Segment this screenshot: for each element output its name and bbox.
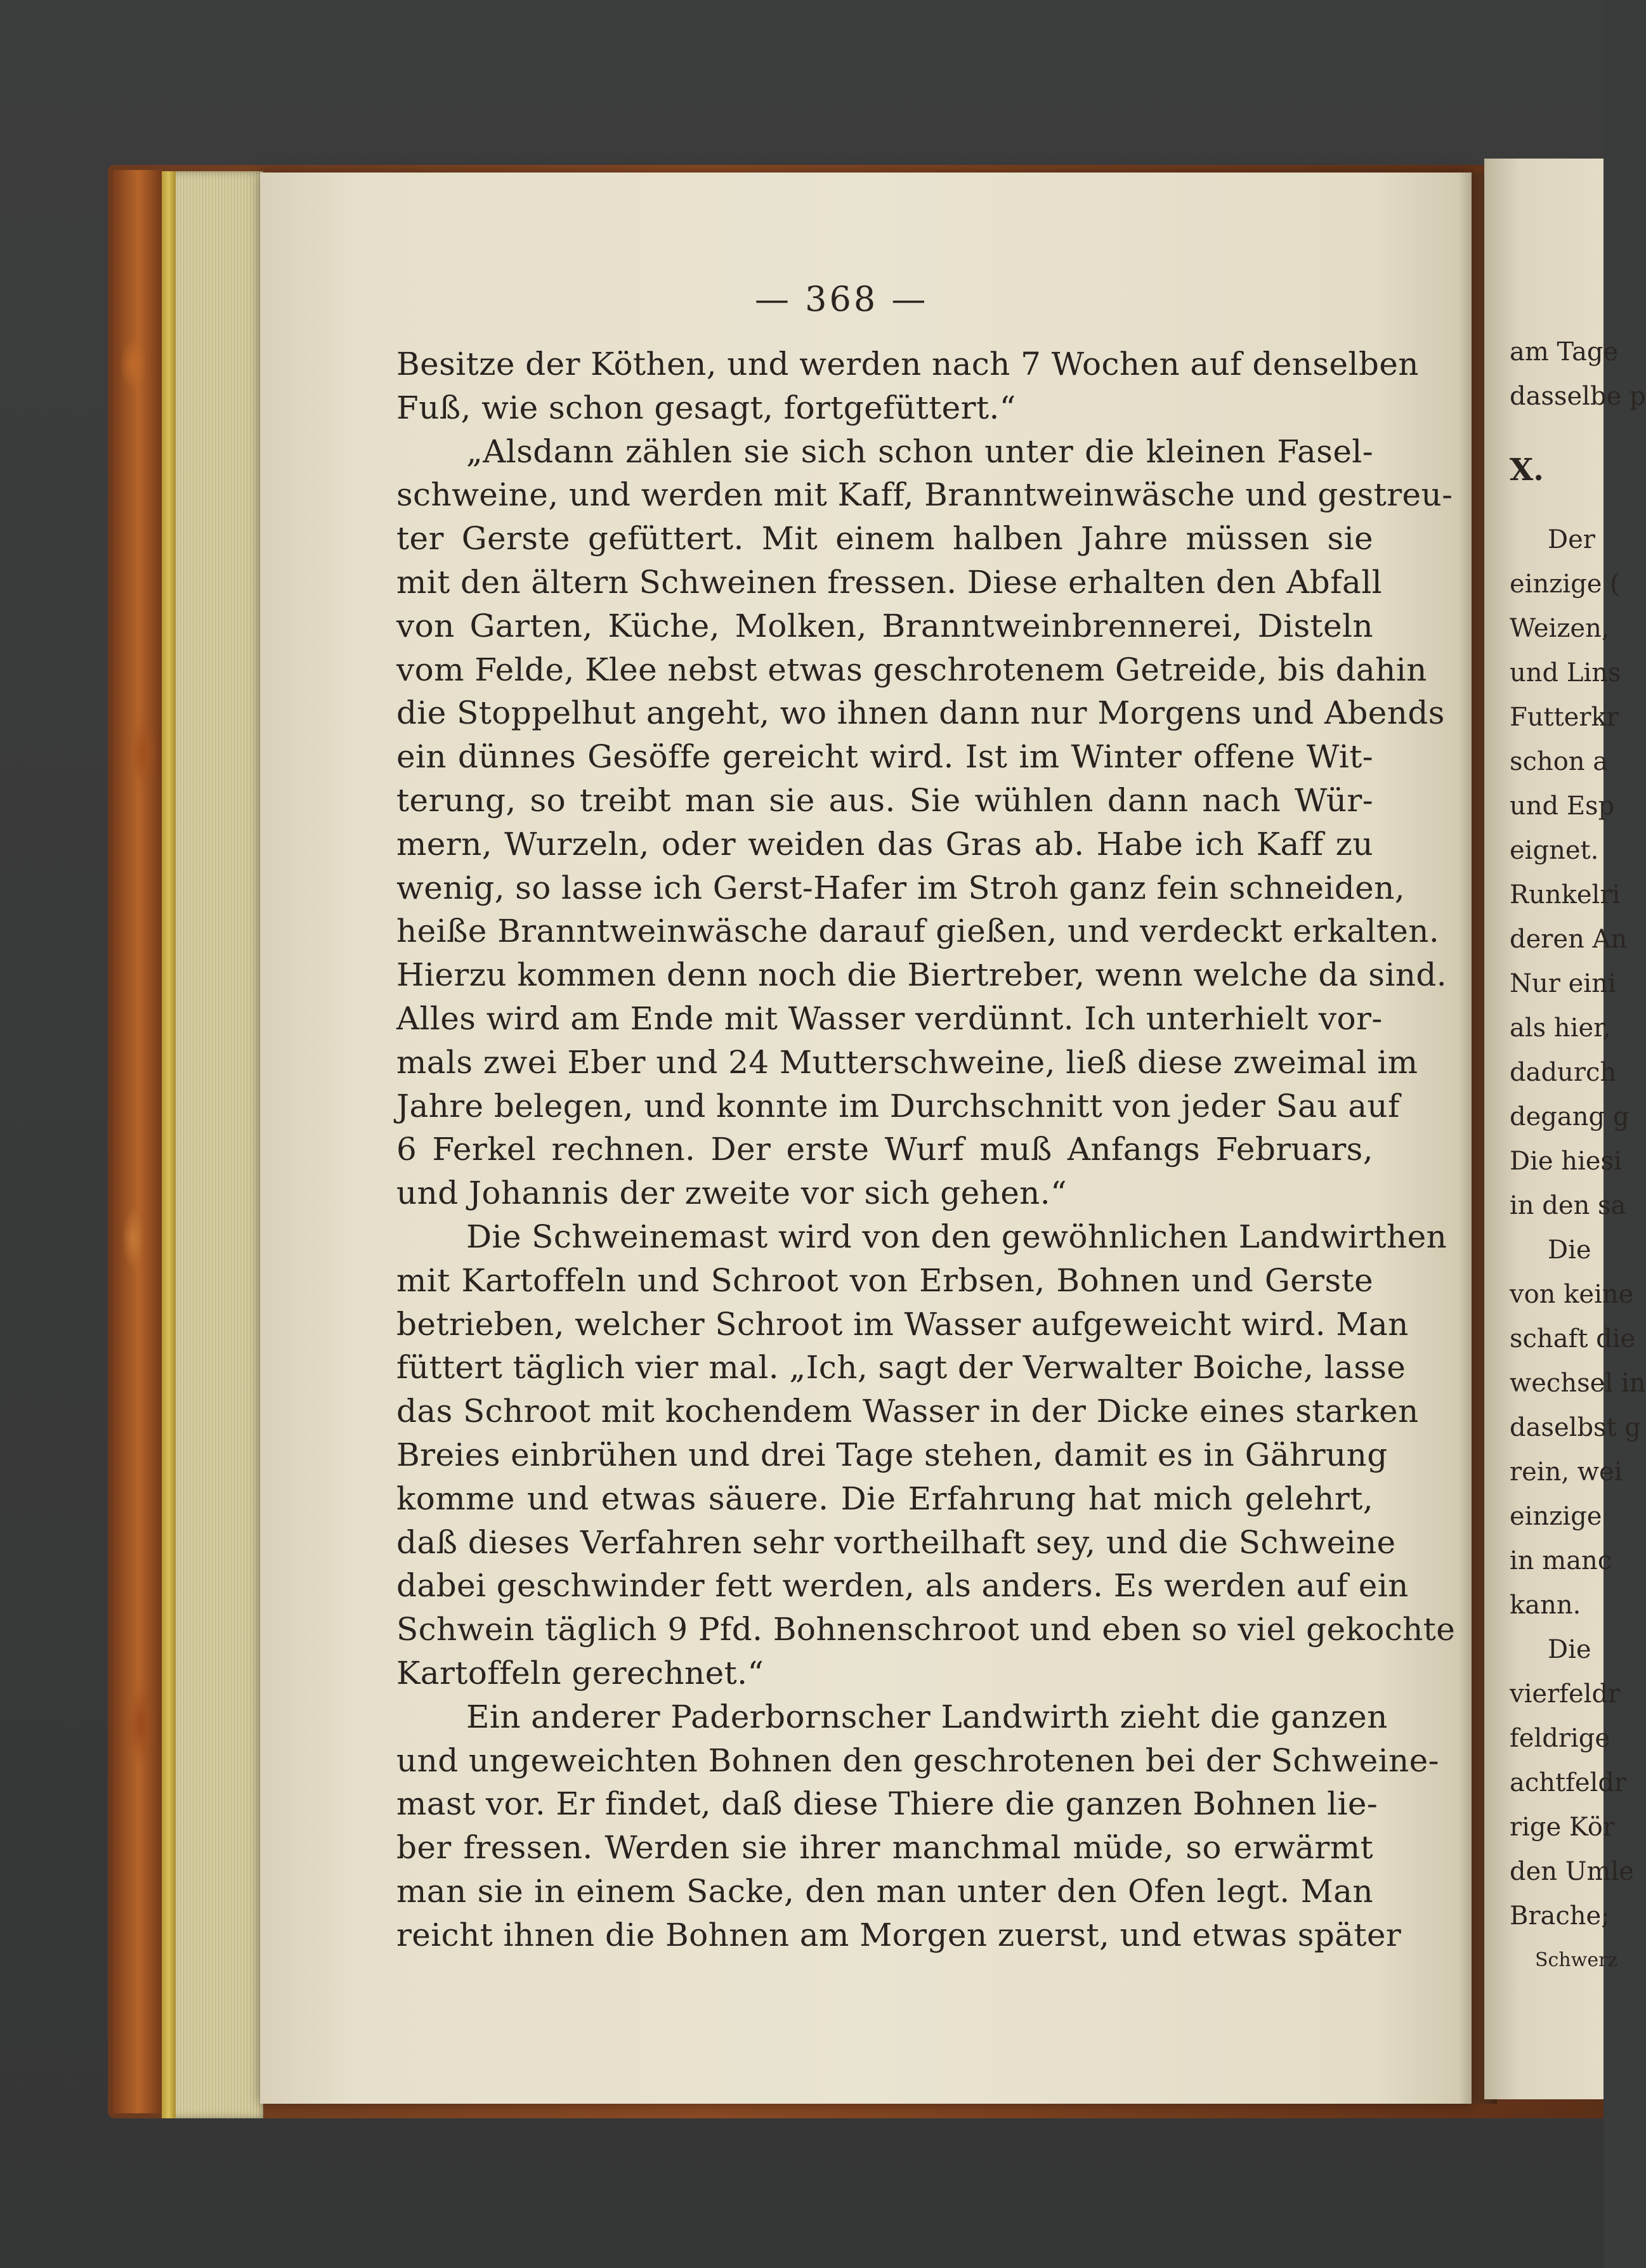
facing-page-line: am Tage	[1510, 337, 1619, 367]
text-line: daß dieses Verfahren sehr vortheilhaft sey, und die Schweine	[396, 1523, 1396, 1561]
facing-page-line: Der	[1548, 525, 1595, 554]
facing-page-line: feldrige	[1510, 1724, 1610, 1753]
facing-page-line: und Esp	[1510, 792, 1615, 821]
facing-page-text	[1510, 330, 1646, 1983]
marbled-edge	[113, 170, 164, 2113]
main-text-block	[396, 342, 1456, 1957]
facing-page-line: Weizen,	[1510, 614, 1610, 643]
facing-page-line: den Umle	[1510, 1857, 1634, 1886]
text-line: Breies einbrühen und drei Tage stehen, damit es in Gährung	[396, 1436, 1388, 1473]
text-line: mit Kartoffeln und Schroot von Erbsen, Bohnen und Gerste	[396, 1261, 1373, 1299]
text-line: Die Schweinemast wird von den gewöhnlichen Landwirthen	[466, 1218, 1447, 1255]
text-line: füttert täglich vier mal. „Ich, sagt der Verwalter Boiche, lasse	[396, 1349, 1406, 1386]
text-line: heiße Branntweinwäsche darauf gießen, und verdeckt erkalten.	[396, 913, 1440, 950]
text-line: wenig, so lasse ich Gerst-Hafer im Stroh ganz fein schneiden,	[396, 869, 1406, 906]
facing-page-line: dasselbe p	[1510, 382, 1646, 411]
text-line: Hierzu kommen denn noch die Biertreber, wenn welche da sind.	[396, 956, 1447, 994]
facing-page-line: Nur eini	[1510, 969, 1616, 998]
text-line: ber fressen. Werden sie ihrer manchmal müde, so erwärmt	[396, 1829, 1373, 1867]
facing-page-line: Schwerz	[1535, 1949, 1618, 1971]
facing-page-line: eignet.	[1510, 836, 1599, 865]
text-line: und ungeweichten Bohnen den geschrotenen bei der Schweine-	[396, 1742, 1439, 1779]
text-line: Besitze der Köthen, und werden nach 7 Wochen auf denselben	[396, 346, 1419, 382]
text-line: Schwein täglich 9 Pfd. Bohnenschroot und eben so viel gekochte	[396, 1611, 1456, 1648]
text-line: mast vor. Er findet, daß diese Thiere die ganzen Bohnen lie-	[396, 1785, 1378, 1823]
facing-page-line: einzige	[1510, 1502, 1602, 1531]
text-line: das Schroot mit kochendem Wasser in der Dicke eines starken	[396, 1393, 1419, 1430]
facing-page-line: daselbst g	[1510, 1413, 1641, 1442]
gilt-edge	[162, 171, 176, 2118]
text-line: dabei geschwinder fett werden, als anders. Es werden auf ein	[396, 1567, 1409, 1605]
text-line: „Alsdann zählen sie sich schon unter die kleinen Fasel-	[466, 433, 1373, 470]
text-line: Ein anderer Paderbornscher Landwirth zieht die ganzen	[466, 1698, 1388, 1735]
text-line: terung, so treibt man sie aus. Sie wühlen dann nach Wür-	[396, 781, 1373, 819]
facing-page-line: schaft die	[1510, 1324, 1636, 1353]
facing-page-line: Futterkr	[1510, 703, 1619, 732]
facing-page-line: degang g	[1510, 1102, 1630, 1131]
text-line: komme und etwas säuere. Die Erfahrung hat mich gelehrt,	[396, 1480, 1373, 1517]
text-line: man sie in einem Sacke, den man unter den Ofen legt. Man	[396, 1872, 1373, 1910]
text-line: vom Felde, Klee nebst etwas geschrotenem Getreide, bis dahin	[396, 651, 1427, 688]
facing-page-line: in manc	[1510, 1546, 1612, 1575]
text-line: ter Gerste gefüttert. Mit einem halben Jahre müssen sie	[396, 520, 1373, 557]
text-line: mit den ältern Schweinen fressen. Diese erhalten den Abfall	[396, 563, 1382, 601]
facing-page-line: Die	[1548, 1235, 1591, 1265]
facing-page-line: vierfeldr	[1510, 1679, 1621, 1709]
text-line: 6 Ferkel rechnen. Der erste Wurf muß Anfangs Februars,	[396, 1131, 1373, 1168]
facing-page-line: als hier,	[1510, 1013, 1611, 1043]
text-line: mals zwei Eber und 24 Mutterschweine, ließ diese zweimal im	[396, 1043, 1418, 1081]
text-line: und Johannis der zweite vor sich gehen.“	[396, 1175, 1068, 1212]
text-line: die Stoppelhut angeht, wo ihnen dann nur Morgens und Abends	[396, 694, 1445, 732]
facing-page-line: achtfeldr	[1510, 1768, 1627, 1797]
facing-page-line: Brache;	[1510, 1901, 1610, 1931]
facing-page-line: einzige (	[1510, 570, 1620, 599]
facing-page-line: in den sa	[1510, 1191, 1626, 1220]
text-line: schweine, und werden mit Kaff, Branntweinwäsche und gestreu-	[396, 476, 1453, 514]
facing-page-line: Runkelri	[1510, 880, 1621, 909]
text-line: ein dünnes Gesöffe gereicht wird. Ist im Winter offene Wit-	[396, 738, 1373, 776]
text-line: Kartoffeln gerechnet.“	[396, 1654, 764, 1691]
facing-page-heading: X.	[1510, 452, 1544, 488]
facing-page-line: Die	[1548, 1635, 1591, 1664]
facing-page-line: und Lins	[1510, 658, 1621, 688]
text-line: reicht ihnen die Bohnen am Morgen zuerst, und etwas später	[396, 1916, 1402, 1953]
text-line: von Garten, Küche, Molken, Branntweinbrennerei, Disteln	[396, 607, 1373, 644]
text-line: Alles wird am Ende mit Wasser verdünnt. Ich unterhielt vor-	[396, 1000, 1383, 1037]
text-line: mern, Wurzeln, oder weiden das Gras ab. Habe ich Kaff zu	[396, 825, 1373, 863]
facing-page-line: wechsel in	[1510, 1369, 1646, 1398]
text-line: Fuß, wie schon gesagt, fortgefüttert.“	[396, 389, 1016, 426]
page-block-edges	[162, 171, 263, 2118]
facing-page-line: von keine	[1510, 1280, 1634, 1309]
facing-page-line: schon a	[1510, 747, 1609, 776]
page-number: — 368 —	[755, 279, 929, 319]
facing-page-line: rige Kör	[1510, 1813, 1615, 1842]
facing-page-line: kann.	[1510, 1591, 1581, 1620]
text-line: Jahre belegen, und konnte im Durchschnitt von jeder Sau auf	[396, 1087, 1400, 1124]
facing-page-line: dadurch	[1510, 1058, 1617, 1087]
facing-page-line: Die hiesi	[1510, 1147, 1622, 1176]
facing-page-line: deren An	[1510, 925, 1628, 954]
facing-page-line: rein, wei	[1510, 1457, 1623, 1487]
text-line: betrieben, welcher Schroot im Wasser aufgeweicht wird. Man	[396, 1305, 1409, 1343]
